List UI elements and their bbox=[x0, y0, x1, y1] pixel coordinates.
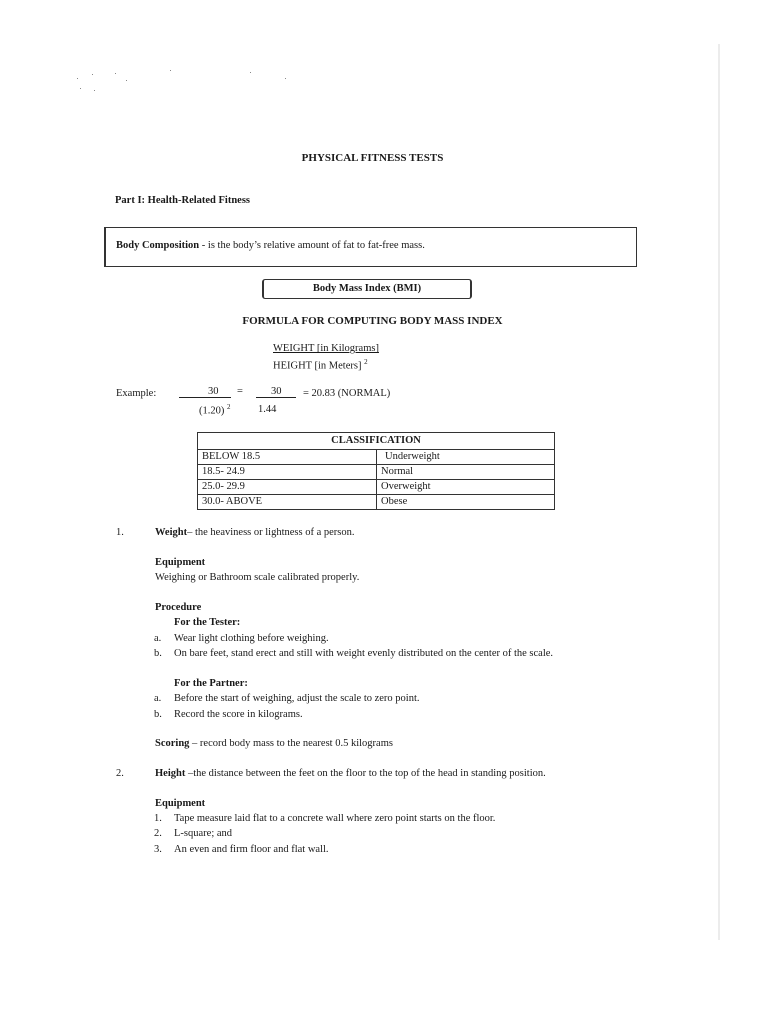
table-row bbox=[198, 465, 555, 480]
weight-heading bbox=[155, 527, 354, 538]
table-row bbox=[198, 480, 555, 495]
body-composition-text bbox=[116, 240, 425, 251]
range-cell: BELOW 18.5 bbox=[198, 450, 377, 465]
tester-heading: For the Tester: bbox=[174, 617, 241, 628]
body-composition-box bbox=[104, 227, 637, 267]
list-item: Record the score in kilograms. bbox=[174, 709, 303, 720]
list-item: Tape measure laid flat to a concrete wall where zero point starts on the floor. bbox=[174, 813, 496, 824]
height-equipment-heading: Equipment bbox=[155, 798, 206, 809]
bmi-label-box: Body Mass Index (BMI) bbox=[262, 279, 472, 299]
range-cell: 18.5- 24.9 bbox=[198, 465, 377, 480]
height-heading bbox=[155, 768, 546, 779]
example-denominator-1: (1.20) bbox=[199, 405, 225, 417]
body-composition-definition: - is the body’s relative amount of fat to fat-free mass. bbox=[199, 240, 425, 251]
list-item: Before the start of weighing, adjust the scale to zero point. bbox=[174, 693, 420, 704]
category-cell: Obese bbox=[377, 495, 555, 510]
range-cell: 30.0- ABOVE bbox=[198, 495, 377, 510]
example-fraction-line-1 bbox=[179, 397, 231, 398]
category-cell: Underweight bbox=[377, 450, 555, 465]
weight-equipment-text: Weighing or Bathroom scale calibrated properly. bbox=[155, 572, 360, 583]
table-row bbox=[198, 495, 555, 510]
page-title: PHYSICAL FITNESS TESTS bbox=[301, 152, 444, 164]
range-cell: 25.0- 29.9 bbox=[198, 480, 377, 495]
example-equals: = bbox=[237, 386, 243, 397]
height-definition: –the distance between the feet on the floor to the top of the head in standing position. bbox=[185, 768, 546, 779]
classification-header-row bbox=[198, 433, 555, 450]
weight-equipment-heading: Equipment bbox=[155, 557, 206, 568]
weight-procedure-heading: Procedure bbox=[155, 602, 202, 613]
example-denominator-2: 1.44 bbox=[258, 404, 277, 415]
list-item-letter: a. bbox=[154, 693, 162, 704]
formula-heading: FORMULA FOR COMPUTING BODY MASS INDEX bbox=[242, 315, 503, 327]
list-item: On bare feet, stand erect and still with weight evenly distributed on the center of the scale. bbox=[174, 648, 554, 659]
example-label: Example: bbox=[116, 388, 157, 399]
partner-heading: For the Partner: bbox=[174, 678, 248, 689]
formula-exponent: 2 bbox=[364, 358, 368, 366]
classification-header: CLASSIFICATION bbox=[198, 433, 555, 450]
list-item-number: 1. bbox=[154, 813, 162, 824]
example-result: = 20.83 (NORMAL) bbox=[303, 388, 391, 399]
scan-edge bbox=[718, 44, 720, 940]
example-numerator-1: 30 bbox=[208, 386, 219, 397]
list-item-letter: b. bbox=[154, 648, 162, 659]
example-fraction-line-2 bbox=[256, 397, 296, 398]
list-item: Wear light clothing before weighing. bbox=[174, 633, 329, 644]
weight-scoring bbox=[155, 738, 393, 749]
category-cell: Normal bbox=[377, 465, 555, 480]
body-composition-term: Body Composition bbox=[116, 240, 200, 251]
category-cell: Overweight bbox=[377, 480, 555, 495]
example-exponent: 2 bbox=[227, 403, 231, 411]
table-row bbox=[198, 450, 555, 465]
list-item-letter: b. bbox=[154, 709, 162, 720]
scoring-text: – record body mass to the nearest 0.5 kilograms bbox=[189, 738, 393, 749]
list-item-number: 3. bbox=[154, 844, 162, 855]
part-heading: Part I: Health-Related Fitness bbox=[115, 195, 251, 206]
list-item: L-square; and bbox=[174, 828, 233, 839]
item-number-height: 2. bbox=[116, 768, 124, 779]
list-item-number: 2. bbox=[154, 828, 162, 839]
classification-table bbox=[197, 432, 555, 510]
formula-numerator: WEIGHT [in Kilograms] bbox=[273, 343, 379, 354]
weight-definition: – the heaviness or lightness of a person. bbox=[187, 527, 355, 538]
scoring-label: Scoring bbox=[155, 738, 190, 749]
example-numerator-2: 30 bbox=[271, 386, 282, 397]
formula-denominator: HEIGHT [in Meters] bbox=[273, 360, 362, 372]
height-term: Height bbox=[155, 768, 186, 779]
item-number-weight: 1. bbox=[116, 527, 124, 538]
example-denominator-1-line bbox=[199, 403, 231, 417]
formula-denominator-line bbox=[273, 358, 368, 372]
list-item-letter: a. bbox=[154, 633, 162, 644]
list-item: An even and firm floor and flat wall. bbox=[174, 844, 329, 855]
weight-term: Weight bbox=[155, 527, 188, 538]
